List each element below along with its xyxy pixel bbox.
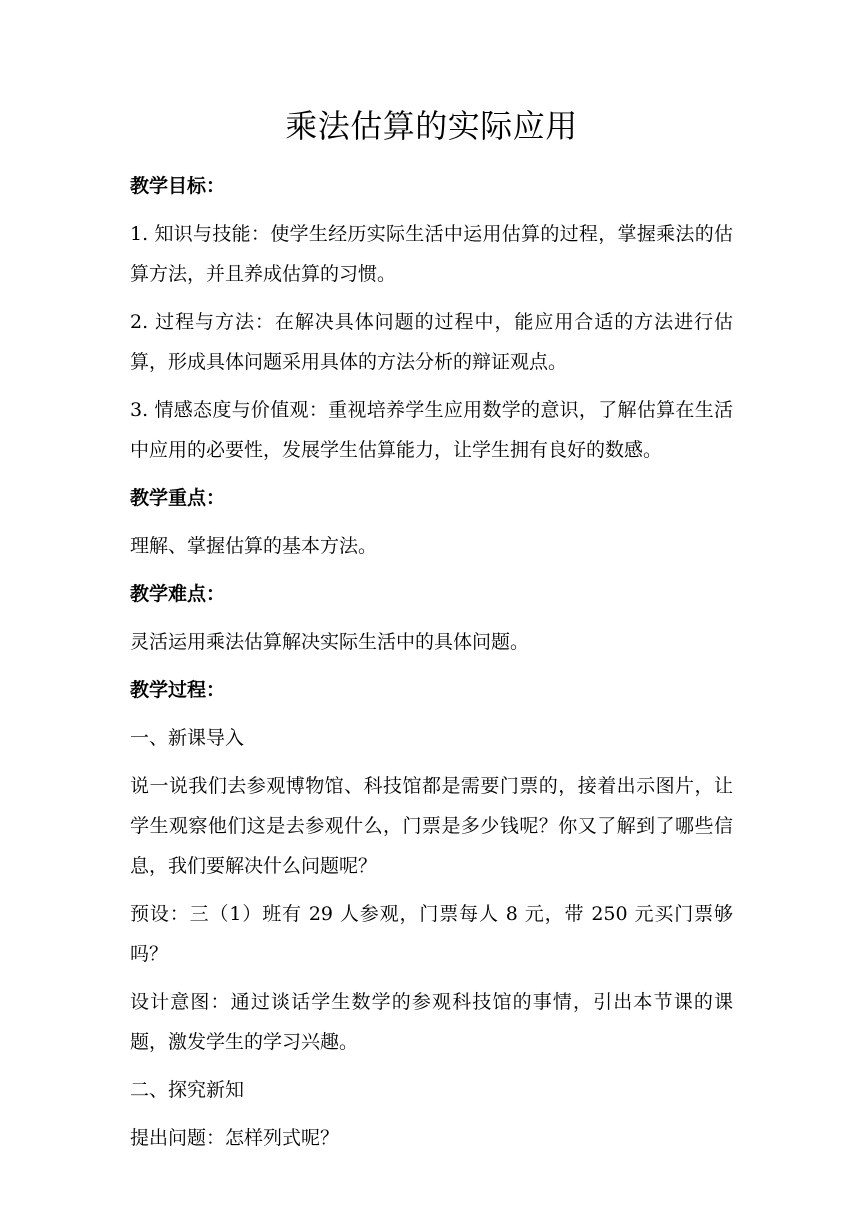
section-heading-objectives: 教学目标：: [130, 175, 226, 197]
paragraph-objective-2: 2. 过程与方法：在解决具体问题的过程中，能应用合适的方法进行估算，形成具体问题采用具体的方法分析的辩证观点。: [130, 311, 733, 373]
paragraph-intro-heading: 一、新课导入: [130, 727, 245, 749]
paragraph-explore-heading: 二、探究新知: [130, 1079, 245, 1101]
paragraph-key-points: 理解、掌握估算的基本方法。: [130, 535, 378, 557]
paragraph-preset: 预设：三（1）班有 29 人参观，门票每人 8 元，带 250 元买门票够吗？: [130, 903, 733, 965]
paragraph-intro-text: 说一说我们去参观博物馆、科技馆都是需要门票的，接着出示图片，让学生观察他们这是去参观什么，门票是多少钱呢？你又了解到了哪些信息，我们要解决什么问题呢？: [130, 775, 733, 877]
paragraph-question: 提出问题：怎样列式呢？: [130, 1127, 340, 1149]
paragraph-design-intent: 设计意图：通过谈话学生数学的参观科技馆的事情，引出本节课的课题，激发学生的学习兴趣。: [130, 991, 733, 1053]
paragraph-difficulties: 灵活运用乘法估算解决实际生活中的具体问题。: [130, 631, 530, 653]
section-heading-process: 教学过程：: [130, 679, 226, 701]
section-heading-key-points: 教学重点：: [130, 487, 226, 509]
paragraph-objective-1: 1. 知识与技能：使学生经历实际生活中运用估算的过程，掌握乘法的估算方法，并且养成估算的习惯。: [130, 223, 733, 285]
document-title: 乘法估算的实际应用: [285, 107, 578, 145]
paragraph-objective-3: 3. 情感态度与价值观：重视培养学生应用数学的意识，了解估算在生活中应用的必要性，发展学生估算能力，让学生拥有良好的数感。: [130, 399, 733, 461]
document-page: [130, 100, 733, 1166]
section-heading-difficulties: 教学难点：: [130, 583, 226, 605]
